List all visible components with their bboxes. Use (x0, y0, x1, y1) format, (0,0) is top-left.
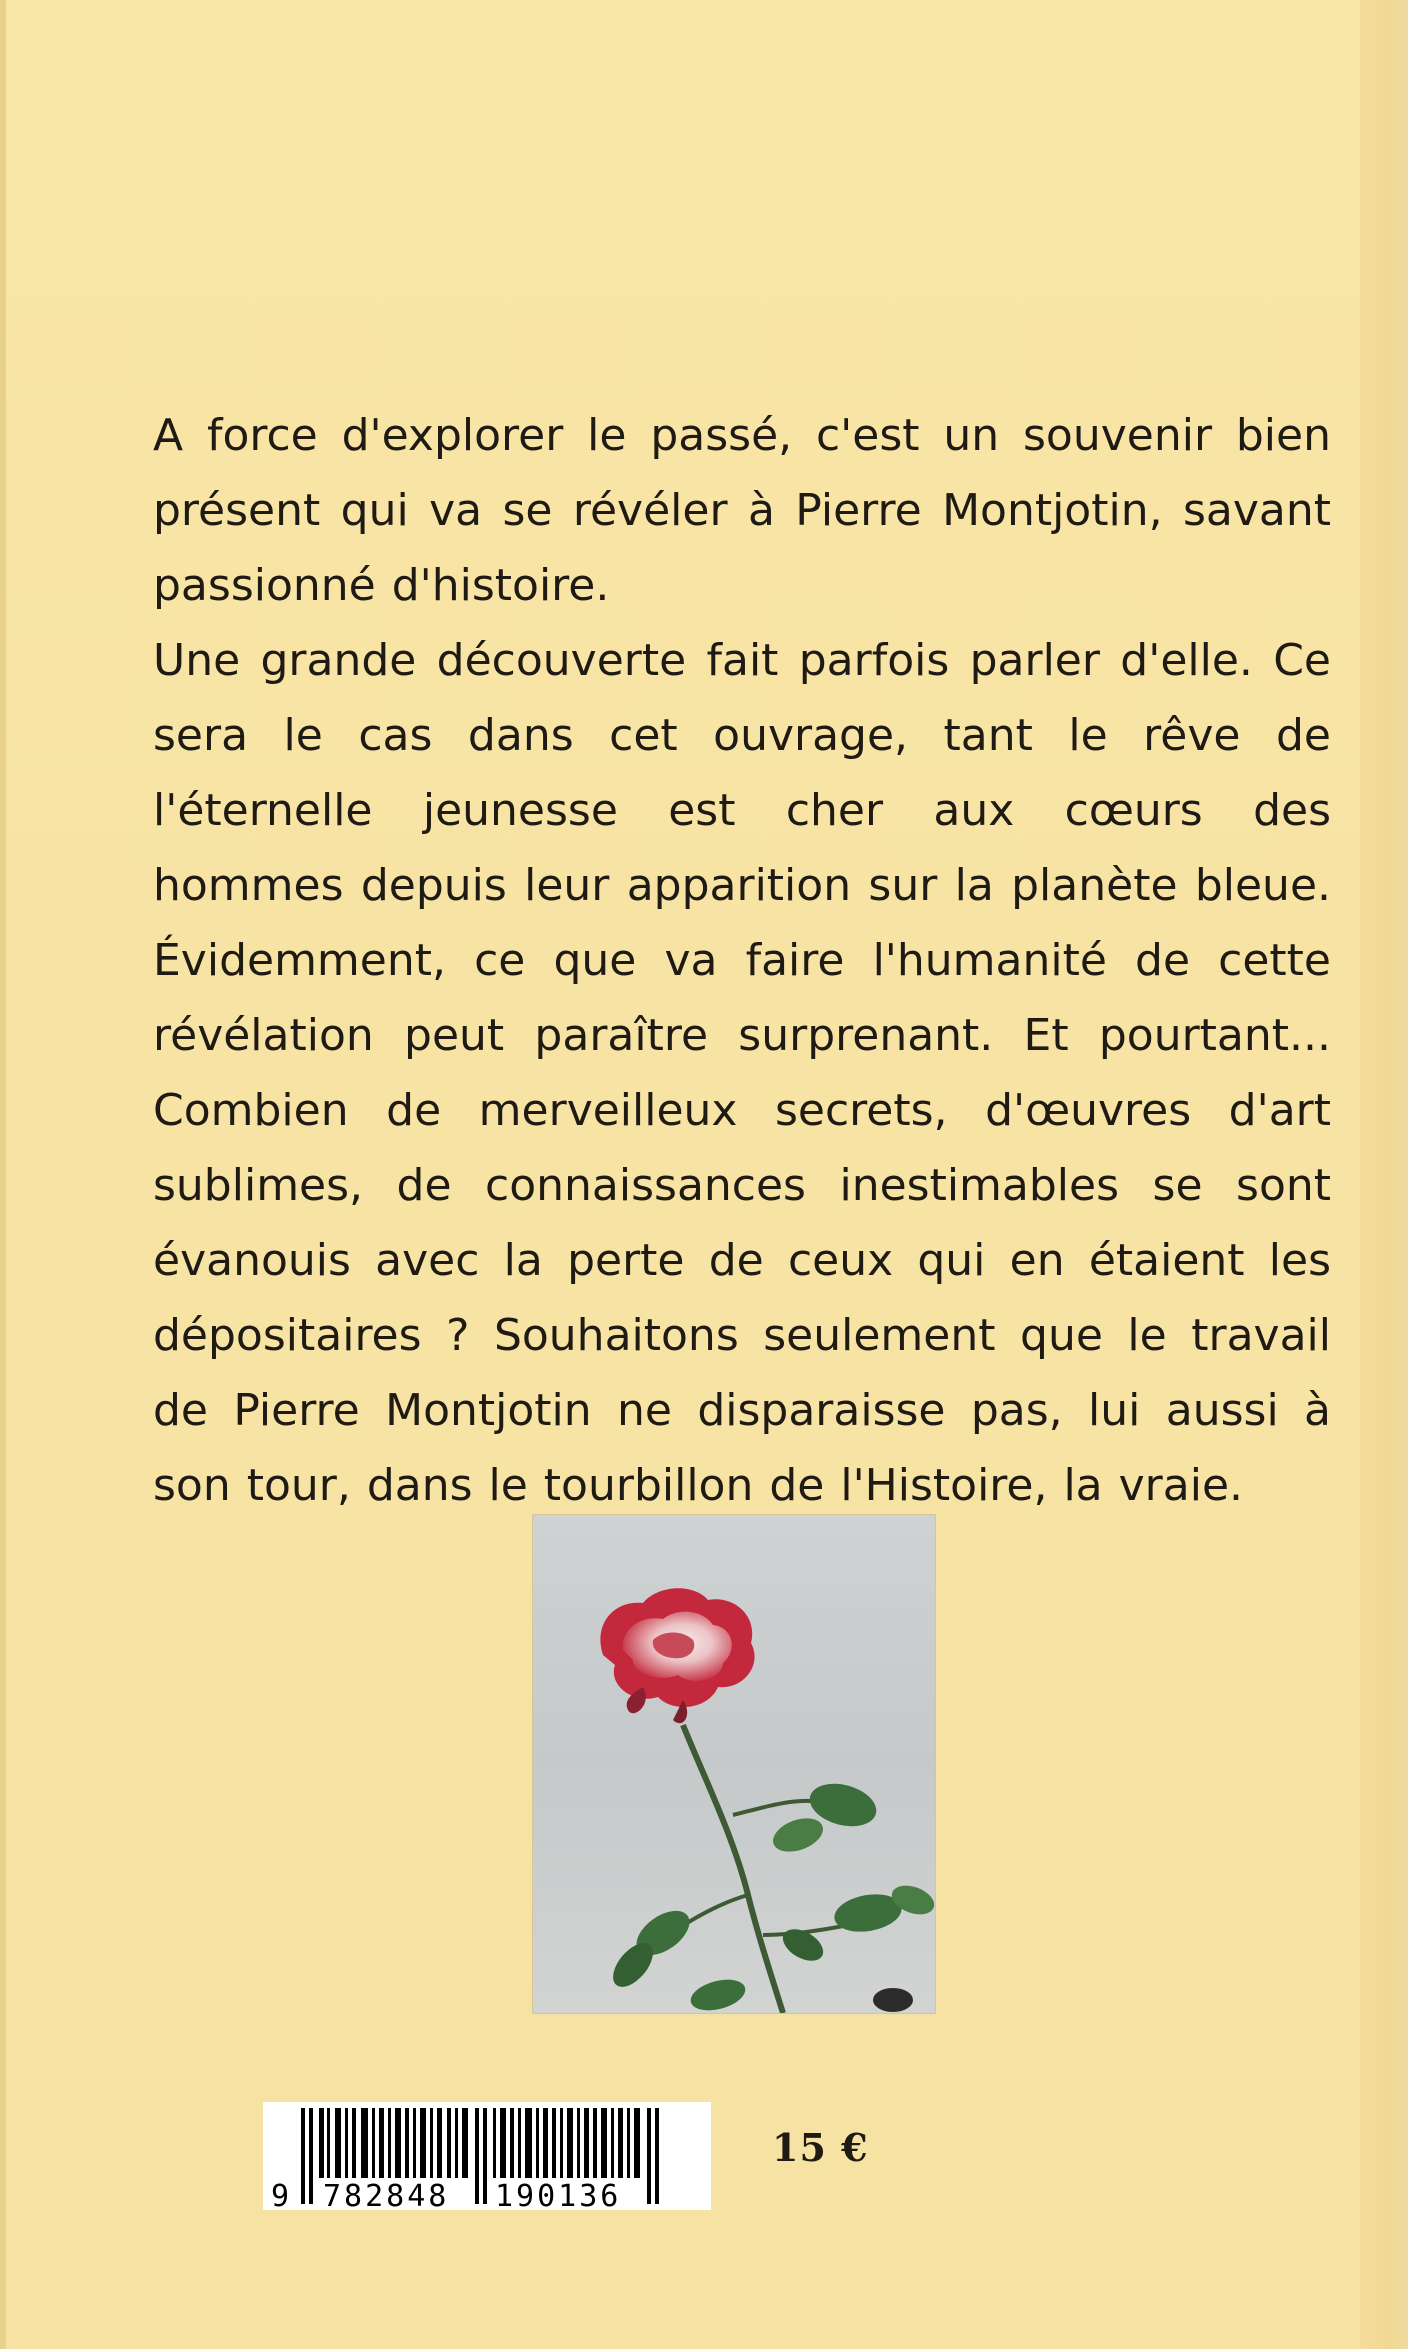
rose-photo (533, 1515, 935, 2013)
isbn-barcode (263, 2102, 711, 2210)
blurb-paragraph-1: A force d'explorer le passé, c'est un souvenir bien présent qui va se révéler à Pierre Montjotin, savant passionné d'histoire. (153, 410, 1331, 611)
blurb-paragraph-2: Une grande découverte fait parfois parler d'elle. Ce sera le cas dans cet ouvrage, tant le rêve de l'éternelle jeunesse est cher aux cœurs des hommes depuis leur apparition sur la planète bleue. Évidemment, ce que va faire l'humanité de cette révélation peut paraître surprenant. Et pourtant... Combien de merveilleux secrets, d'œuvres d'art sublimes, de connaissances inestimables se sont évanouis avec la perte de ceux qui en étaient les dépositaires ? Souhaitons seulement que le travail de Pierre Montjotin ne disparaisse pas, lui aussi à son tour, dans le tourbillon de l'Histoire, la vraie. (153, 635, 1331, 1511)
cover-spine-edge (1360, 0, 1408, 2349)
price-label: 15 € (772, 2125, 869, 2170)
cover-left-edge (0, 0, 6, 2349)
barcode-digits-left: 782848 (323, 2179, 450, 2210)
barcode-digits-right: 190136 (495, 2179, 622, 2210)
back-cover-blurb (153, 398, 1331, 1523)
barcode-digit-first: 9 (271, 2179, 290, 2210)
